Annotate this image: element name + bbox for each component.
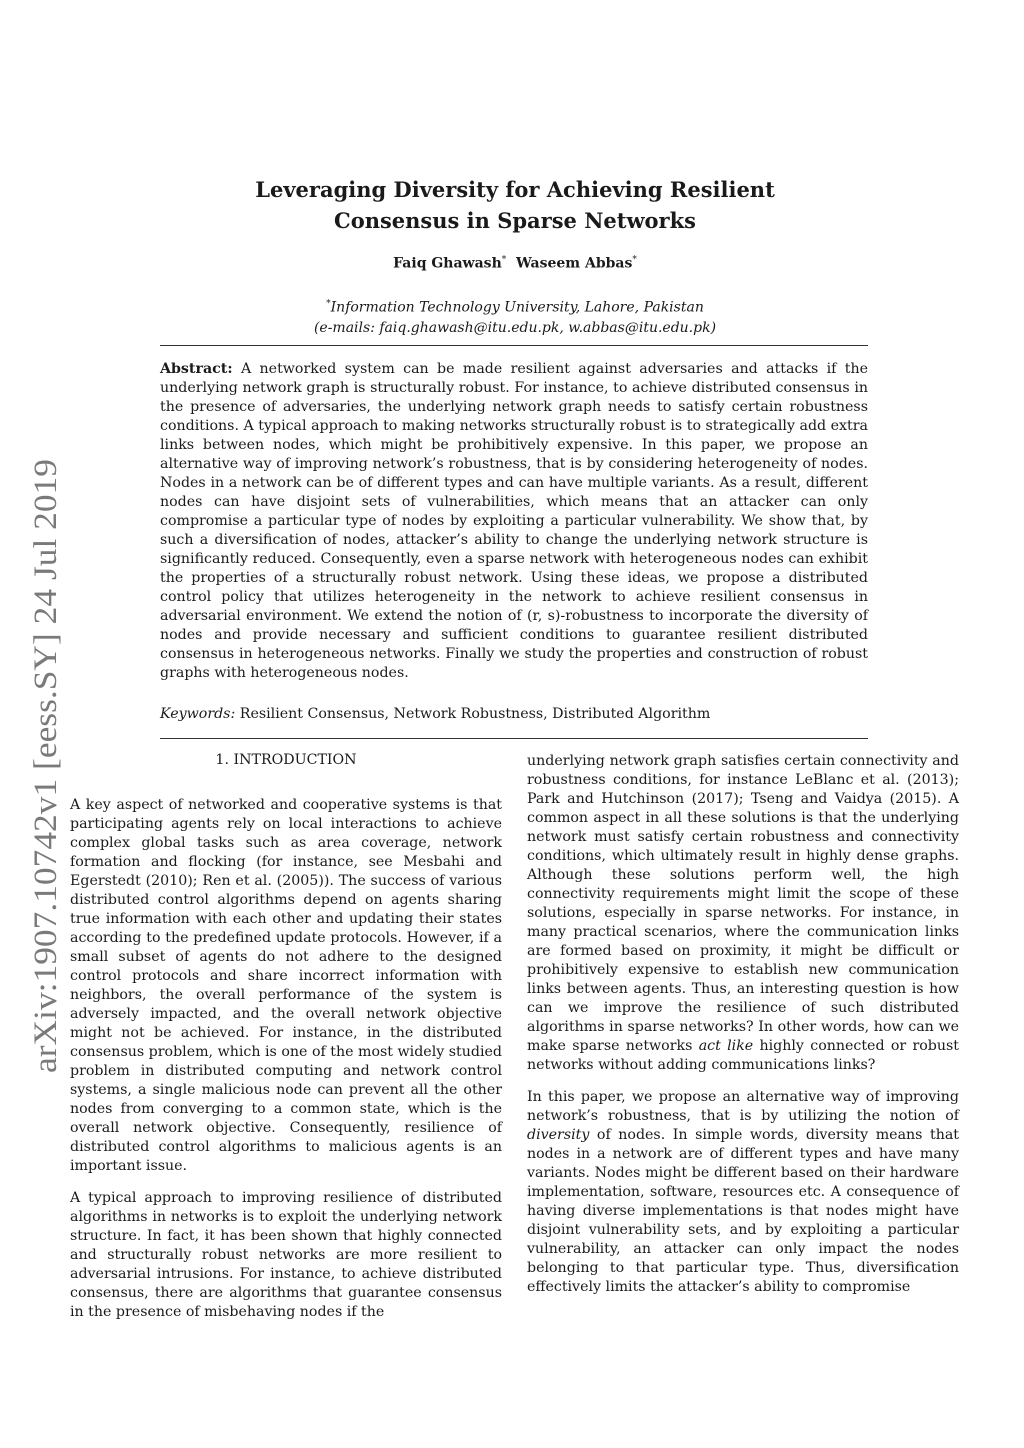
keywords-text: Resilient Consensus, Network Robustness, Distributed Algorithm — [239, 706, 711, 722]
author-name: Faiq Ghawash — [393, 255, 502, 272]
top-divider — [160, 345, 868, 346]
affiliation-mark: * — [326, 299, 331, 309]
affiliation — [160, 294, 870, 338]
affiliation-emails: (e-mails: faiq.ghawash@itu.edu.pk, w.abbas@itu.edu.pk) — [313, 319, 717, 336]
left-column — [70, 752, 502, 1335]
intro-paragraph: underlying network graph satisfies certain connectivity and robustness conditions, for instance LeBlanc et al. (2013); Park and Hutchinson (2017); Tseng and Vaidya (2015). A common aspect in all these solutions is that the underlying network must satisfy certain robustness and connectivity conditions, which ultimately result in highly dense graphs. Although these solutions perform well, the high connectivity requirements might limit the scope of these solutions, especially in sparse networks. For instance, in many practical scenarios, where the communication links are formed based on proximity, it might be difficult or prohibitively expensive to establish new communication links between agents. Thus, an interesting question is how can we improve the resilience of such distributed algorithms in sparse networks? In other words, how can we make sparse networks act like highly connected or robust networks without adding communications links? — [527, 753, 959, 1073]
keywords-label: Keywords: — [160, 706, 236, 722]
bottom-divider — [160, 738, 868, 739]
emphasis: act like — [698, 1038, 754, 1054]
keywords — [160, 706, 868, 722]
paper-title — [160, 174, 870, 236]
author-list — [160, 255, 870, 272]
affiliation-institution: *Information Technology University, Lahore, Pakistan — [326, 299, 704, 316]
intro-paragraph: A typical approach to improving resilience of distributed algorithms in networks is to exploit the underlying network structure. In fact, it has been shown that highly connected and structurally robust networks are more resilient to adversarial intrusions. For instance, to achieve distributed consensus, there are algorithms that guarantee consensus in the presence of misbehaving nodes if the — [70, 1190, 502, 1320]
section-heading: 1. INTRODUCTION — [215, 752, 357, 768]
emphasis: diversity — [527, 1127, 590, 1143]
author-mark: * — [501, 255, 507, 265]
title-line-1: Leveraging Diversity for Achieving Resilient — [255, 177, 775, 202]
arxiv-identifier-stamp — [18, 455, 68, 1075]
right-column — [527, 752, 959, 1310]
author-mark: * — [632, 255, 637, 265]
author-name: Waseem Abbas — [516, 255, 633, 272]
abstract — [160, 360, 868, 683]
title-line-2: Consensus in Sparse Networks — [333, 208, 696, 233]
intro-paragraph: In this paper, we propose an alternative way of improving network’s robustness, that is by utilizing the notion of diversity of nodes. In simple words, diversity means that nodes in a network are of different types and have many variants. Nodes might be different based on their hardware implementation, software, resources etc. A consequence of having diverse implementations is that nodes might have disjoint vulnerability sets, and by exploiting a particular vulnerability, an attacker can only impact the nodes belonging to that particular type. Thus, diversification effectively limits the attacker’s ability to compromise — [527, 1089, 959, 1295]
abstract-label: Abstract: — [160, 361, 233, 377]
abstract-text: A networked system can be made resilient against adversaries and attacks if the underlying network graph is structurally robust. For instance, to achieve distributed consensus in the presence of adversaries, the underlying network graph needs to satisfy certain robustness conditions. A typical approach to making networks structurally robust is to strategically add extra links between nodes, which might be prohibitively expensive. In this paper, we propose an alternative way of improving network’s robustness, that is by considering heterogeneity of nodes. Nodes in a network can be of different types and can have multiple variants. As a result, different nodes can have disjoint sets of vulnerabilities, which means that an attacker can only compromise a particular type of nodes by exploiting a particular vulnerability. We show that, by such a diversification of nodes, attacker’s ability to change the underlying network structure is significantly reduced. Consequently, even a sparse network with heterogeneous nodes can exhibit the properties of a structurally robust network. Using these ideas, we propose a distributed control policy that utilizes heterogeneity in the network to achieve resilient consensus in adversarial environment. We extend the notion of (r, s)-robustness to incorporate the diversity of nodes and provide necessary and sufficient conditions to guarantee resilient distributed consensus in heterogeneous networks. Finally we study the properties and construction of robust graphs with heterogeneous nodes. — [160, 361, 868, 681]
intro-paragraph: A key aspect of networked and cooperative systems is that participating agents rely on local interactions to achieve complex global tasks such as area coverage, network formation and flocking (for instance, see Mesbahi and Egerstedt (2010); Ren et al. (2005)). The success of various distributed control algorithms depend on agents sharing true information with each other and updating their states according to the predefined update protocols. However, if a small subset of agents do not adhere to the designed control protocols and share incorrect information with neighbors, the overall performance of the system is adversely impacted, and the overall network objective might not be achieved. For instance, in the distributed consensus problem, which is one of the most widely studied problem in distributed computing and network control systems, a single malicious node can prevent all the other nodes from converging to a common state, which is the overall network objective. Consequently, resilience of distributed control algorithms to malicious agents is an important issue. — [70, 797, 502, 1174]
arxiv-identifier-text: arXiv:1907.10742v1 [eess.SY] 24 Jul 2019 — [28, 501, 64, 1073]
